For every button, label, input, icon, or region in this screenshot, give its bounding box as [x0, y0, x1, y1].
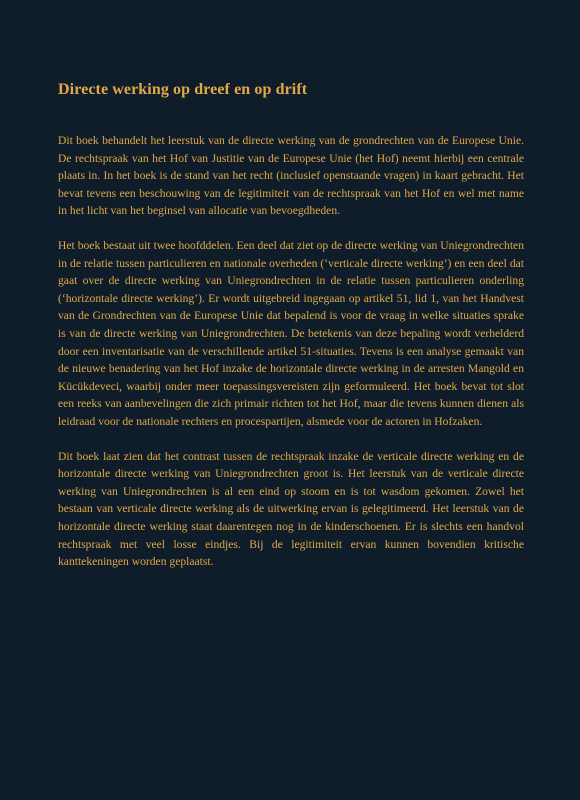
paragraph-structure: Het boek bestaat uit twee hoofddelen. Een deel dat ziet op de directe werking van Uniegrondrechten in de relatie tussen particulieren en nationale overheden (‘verticale directe werking’) en een deel dat gaat over de directe werking van Uniegrondrechten in de relatie tussen particulieren onderling (‘horizontale directe werking’). Er wordt uitgebreid ingegaan op artikel 51, lid 1, van het Handvest van de Grondrechten van de Europese Unie dat bepalend is voor de vraag in welke situaties sprake is van de directe werking van Uniegrondrechten. De betekenis van deze bepaling wordt verhelderd door een inventarisatie van de verschillende artikel 51-situaties. Tevens is een analyse gemaakt van de nieuwe benadering van het Hof inzake de horizontale directe werking in de arresten Mangold en Kücükdeveci, waarbij onder meer toepassingsvereisten zijn geformuleerd. Het boek bevat tot slot een reeks van aanbevelingen die zich primair richten tot het Hof, maar die tevens kunnen dienen als leidraad voor de nationale rechters en procespartijen, alsmede voor de actoren in Hofzaken.: [58, 239, 524, 428]
body-text: [58, 132, 524, 571]
paragraph-intro: Dit boek behandelt het leerstuk van de directe werking van de grondrechten van de Europese Unie. De rechtspraak van het Hof van Justitie van de Europese Unie (het Hof) neemt hierbij een centrale plaats in. In het boek is de stand van het recht (inclusief openstaande vragen) in kaart gebracht. Het bevat tevens een beschouwing van de legitimiteit van de rechtspraak van het Hof en wel met name in het licht van het beginsel van allocatie van bevoegdheden.: [58, 134, 524, 218]
page-title: Directe werking op dreef en op drift: [58, 81, 308, 98]
paragraph-conclusion: Dit boek laat zien dat het contrast tussen de rechtspraak inzake de verticale directe werking en de horizontale directe werking van Uniegrondrechten groot is. Het leerstuk van de verticale directe werking van Uniegrondrechten is al een eind op stoom en is tot wasdom gekomen. Zowel het bestaan van verticale directe werking als de uitwerking ervan is gelegitimeerd. Het leerstuk van de horizontale directe werking staat daarentegen nog in de kinderschoenen. Er is slechts een handvol rechtspraak met veel losse eindjes. Bij de legitimiteit ervan kunnen bovendien kritische kanttekeningen worden geplaatst.: [58, 449, 524, 569]
